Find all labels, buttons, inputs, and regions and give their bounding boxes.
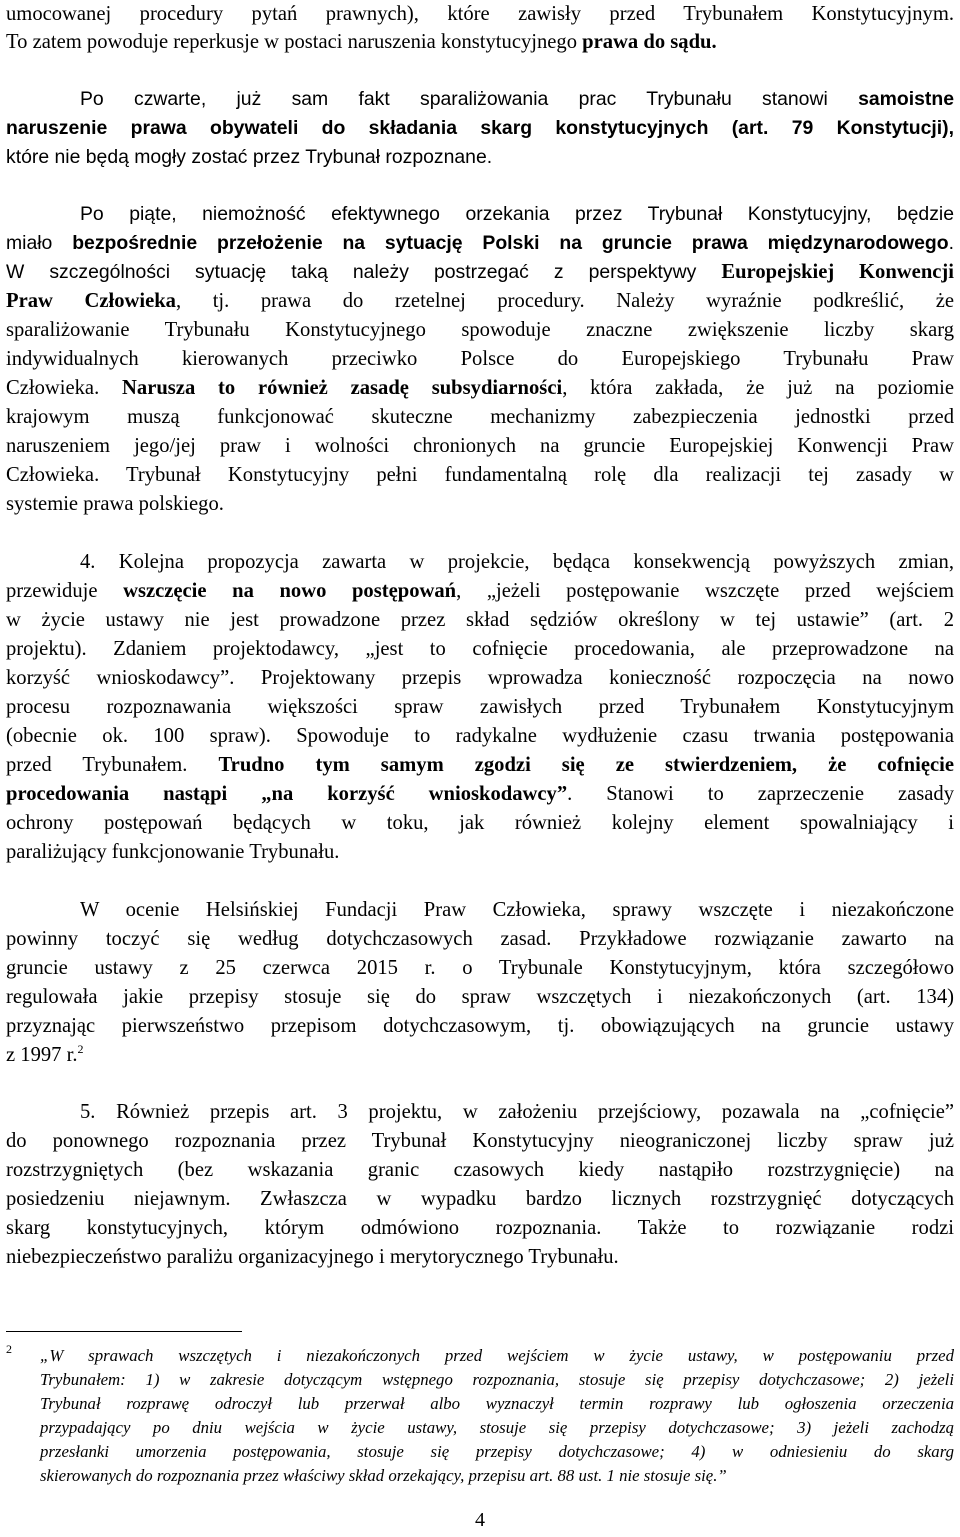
text-line: W szczególności sytuację taką należy postrzegać z perspektywy Europejskiej Konwencji (6, 261, 954, 283)
text-line: indywidualnych kierowanych przeciwko Polsce do Europejskiego Trybunału Praw (6, 348, 954, 370)
text-line: z 1997 r.$^2$ (6, 1042, 84, 1066)
text-line: które nie będą mogły zostać przez Trybunał rozpoznane. (6, 146, 493, 168)
text-line: umocowanej procedury pytań prawnych), które zawisły przed Trybunałem Konstytucyjnym. (6, 3, 954, 25)
text-line: Człowieka. Narusza to również zasadę subsydiarności, która zakłada, że już na poziomie (6, 377, 954, 399)
text-line: Człowieka. Trybunał Konstytucyjny pełni fundamentalną rolę dla realizacji tej zasady w (6, 464, 954, 486)
text-line: procesu rozpoznawania większości spraw zawisłych przed Trybunałem Konstytucyjnym (6, 696, 954, 718)
footnote-number: 2 (6, 1342, 12, 1356)
footnote-line: skierowanych do rozpoznania przez właściwy skład orzekający, przepisu art. 88 ust. 1 nie stosuje się.” (40, 1466, 727, 1485)
text-line: przed Trybunałem. Trudno tym samym zgodzi się ze stwierdzeniem, że cofnięcie (6, 754, 955, 776)
text-line: 5. Również przepis art. 3 projektu, w założeniu przejściowy, pozawala na „cofnięcie” (80, 1101, 954, 1123)
text-line: Praw Człowieka, tj. prawa do rzetelnej procedury. Należy wyraźnie podkreślić, że (6, 290, 954, 312)
text-line: w życie ustawy nie jest prowadzone przez skład sędziów określony w tej ustawie” (art. 2 (6, 609, 954, 631)
page-number: 4 (475, 1509, 485, 1531)
footnote-line: „W sprawach wszczętych i niezakończonych przed wejściem w życie ustawy, w postępowaniu przed (40, 1346, 954, 1365)
text-line: miało bezpośrednie przełożenie na sytuację Polski na gruncie prawa międzynarodowego. (6, 232, 954, 254)
text-line: (obecnie ok. 100 spraw). Spowoduje to radykalne wydłużenie czasu trwania postępowania (6, 725, 954, 747)
text-line: naruszeniem jego/jej praw i wolności chronionych na gruncie Europejskiej Konwencji Praw (6, 435, 954, 457)
text-line: ochrony postępowań będących w toku, jak również kolejny element spowalniający i (6, 812, 954, 834)
footnote-separator (6, 1331, 242, 1332)
footnote-line: przesłanki umorzenia postępowania, stosuje się przepisy dotychczasowe; 4) w odniesieniu do skarg (40, 1442, 954, 1461)
text-line: Po piąte, niemożność efektywnego orzekania przez Trybunał Konstytucyjny, będzie (80, 203, 954, 225)
text-line: procedowania nastąpi „na korzyść wnioskodawcy”. Stanowi to zaprzeczenie zasady (6, 783, 954, 805)
text-line: posiedzeniu niejawnym. Zwłaszcza w wypadku bardzo licznych rozstrzygnięć dotyczących (6, 1188, 954, 1210)
footnote-line: Trybunałem: 1) w zakresie dotyczącym wstępnego rozpoznania, stosuje się przepisy dotychczasowe; 2) jeżeli (40, 1370, 954, 1389)
text-line: paraliżujący funkcjonowanie Trybunału. (6, 841, 340, 863)
text-line: naruszenie prawa obywateli do składania skarg konstytucyjnych (art. 79 Konstytucji), (6, 117, 954, 139)
text-line: gruncie ustawy z 25 czerwca 2015 r. o Trybunale Konstytucyjnym, która szczegółowo (6, 957, 954, 979)
text-line: powinny toczyć się według dotychczasowych zasad. Przykładowe rozwiązanie zawarto na (6, 928, 954, 950)
text-line: W ocenie Helsińskiej Fundacji Praw Człowieka, sprawy wszczęte i niezakończone (80, 899, 954, 921)
text-line: 4. Kolejna propozycja zawarta w projekcie, będąca konsekwencją powyższych zmian, (80, 551, 954, 573)
text-line: projektu). Zdaniem projektodawcy, „jest to cofnięcie procedowania, ale przeprowadzone na (6, 638, 954, 660)
footnote-reference[interactable]: 2 (77, 1042, 84, 1057)
footnote-line: przypadający po dniu wejścia w życie ustawy, stosuje się przepisy dotychczasowe; 3) jeżeli zachodzą (40, 1418, 954, 1437)
text-line: regulowała jakie przepisy stosuje się do spraw wszczętych i niezakończonych (art. 134) (6, 986, 954, 1008)
text-line: sparaliżowanie Trybunału Konstytucyjnego spowoduje znaczne zwiększenie liczby skarg (6, 319, 954, 341)
footnote-line: Trybunał rozprawę odroczył lub przerwał albo wyznaczył termin rozprawy lub ogłoszenia orzeczenia (40, 1394, 954, 1413)
text-line: korzyść wnioskodawcy”. Projektowany przepis wprowadza konieczność rozpoczęcia na nowo (6, 667, 954, 689)
text-line: rozstrzygniętych (bez wskazania granic czasowych kiedy nastąpiło rozstrzygnięcie) na (6, 1159, 954, 1181)
text-line: przyznając pierwszeństwo przepisom dotychczasowym, tj. obowiązujących na gruncie ustawy (6, 1015, 954, 1037)
text-line: To zatem powoduje reperkusje w postaci naruszenia konstytucyjnego prawa do sądu. (6, 31, 717, 53)
text-line: systemie prawa polskiego. (6, 493, 224, 515)
text-line: krajowym muszą funkcjonować skuteczne mechanizmy zabezpieczenia jednostki przed (6, 406, 954, 428)
text-line: przewiduje wszczęcie na nowo postępowań, „jeżeli postępowanie wszczęte przed wejściem (6, 580, 954, 602)
text-line: do ponownego rozpoznania przez Trybunał Konstytucyjny nieograniczonej liczby spraw już (6, 1130, 954, 1152)
text-line: niebezpieczeństwo paraliżu organizacyjnego i merytorycznego Trybunału. (6, 1246, 619, 1268)
text-line: Po czwarte, już sam fakt sparaliżowania prac Trybunału stanowi samoistne (80, 88, 954, 110)
text-line: skarg konstytucyjnych, którym odmówiono rozpoznania. Także to rozwiązanie rodzi (6, 1217, 954, 1239)
